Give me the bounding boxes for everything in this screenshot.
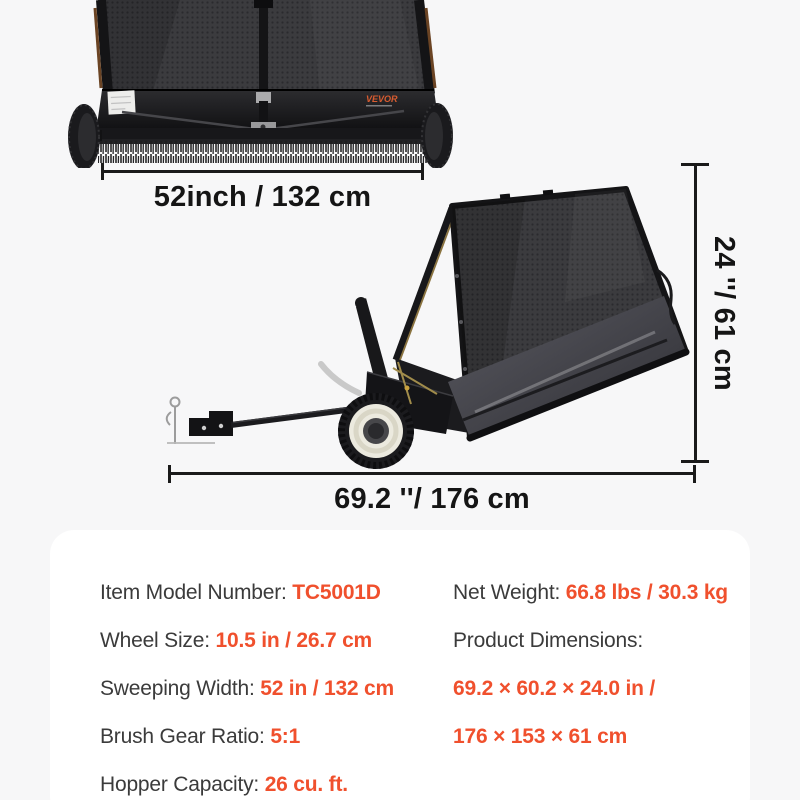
side-view-illustration	[145, 182, 705, 472]
length-dimension-tick-left	[168, 465, 171, 483]
spec-row-sweeping-width	[100, 665, 394, 713]
width-dimension-tick-left	[101, 163, 104, 180]
dump-handle	[356, 298, 388, 385]
spec-value: 176 × 153 × 61 cm	[453, 725, 628, 748]
spec-value: 52 in / 132 cm	[260, 677, 395, 700]
spec-label: Brush Gear Ratio:	[100, 725, 271, 748]
height-dimension-label: 24 ''/ 61 cm	[708, 235, 740, 391]
spec-label: Product Dimensions:	[453, 629, 643, 652]
side-wheel	[338, 393, 414, 469]
spec-row-dimensions-cm	[453, 713, 728, 761]
front-brush-bristles	[98, 141, 440, 163]
spec-label: Hopper Capacity:	[100, 773, 265, 796]
height-dimension-line	[694, 164, 697, 462]
side-view-photo	[145, 182, 705, 472]
length-dimension-line	[169, 472, 695, 475]
spec-value: 10.5 in / 26.7 cm	[215, 629, 373, 652]
width-dimension-line	[102, 170, 423, 173]
width-dimension-label: 52inch / 132 cm	[153, 181, 372, 213]
length-dimension-tick-right	[693, 465, 696, 483]
spec-row-dimensions-inches	[453, 665, 728, 713]
spec-card	[50, 530, 750, 800]
spec-value: 26 cu. ft.	[264, 773, 348, 796]
front-view-illustration	[60, 0, 460, 168]
spec-value: 5:1	[270, 725, 301, 748]
shipping-label	[107, 90, 135, 114]
front-view-photo	[60, 0, 460, 168]
spec-label: Sweeping Width:	[100, 677, 261, 700]
spec-label: Item Model Number:	[100, 581, 293, 604]
length-dimension-label: 69.2 ''/ 176 cm	[334, 483, 530, 515]
spec-column-right	[453, 569, 728, 761]
hitch-bracket	[189, 411, 233, 436]
spec-value: TC5001D	[292, 581, 381, 604]
brand-logo: VEVOR	[366, 94, 398, 104]
width-dimension-tick-right	[421, 163, 424, 180]
spec-label: Wheel Size:	[100, 629, 216, 652]
spec-row-product-dimensions	[453, 617, 728, 665]
height-adjust-rod	[321, 364, 359, 393]
spec-column-left	[100, 569, 394, 800]
spec-row-net-weight	[453, 569, 728, 617]
front-right-wheel	[421, 103, 453, 168]
spec-row-gear-ratio	[100, 713, 394, 761]
spec-row-wheel-size	[100, 617, 394, 665]
spec-value: 66.8 lbs / 30.3 kg	[565, 581, 728, 604]
spec-label: Net Weight:	[453, 581, 566, 604]
spec-row-model	[100, 569, 394, 617]
spec-row-hopper-capacity	[100, 761, 394, 800]
front-center-divider	[259, 0, 268, 94]
front-left-wheel	[68, 104, 100, 168]
spec-value: 69.2 × 60.2 × 24.0 in /	[453, 677, 656, 700]
